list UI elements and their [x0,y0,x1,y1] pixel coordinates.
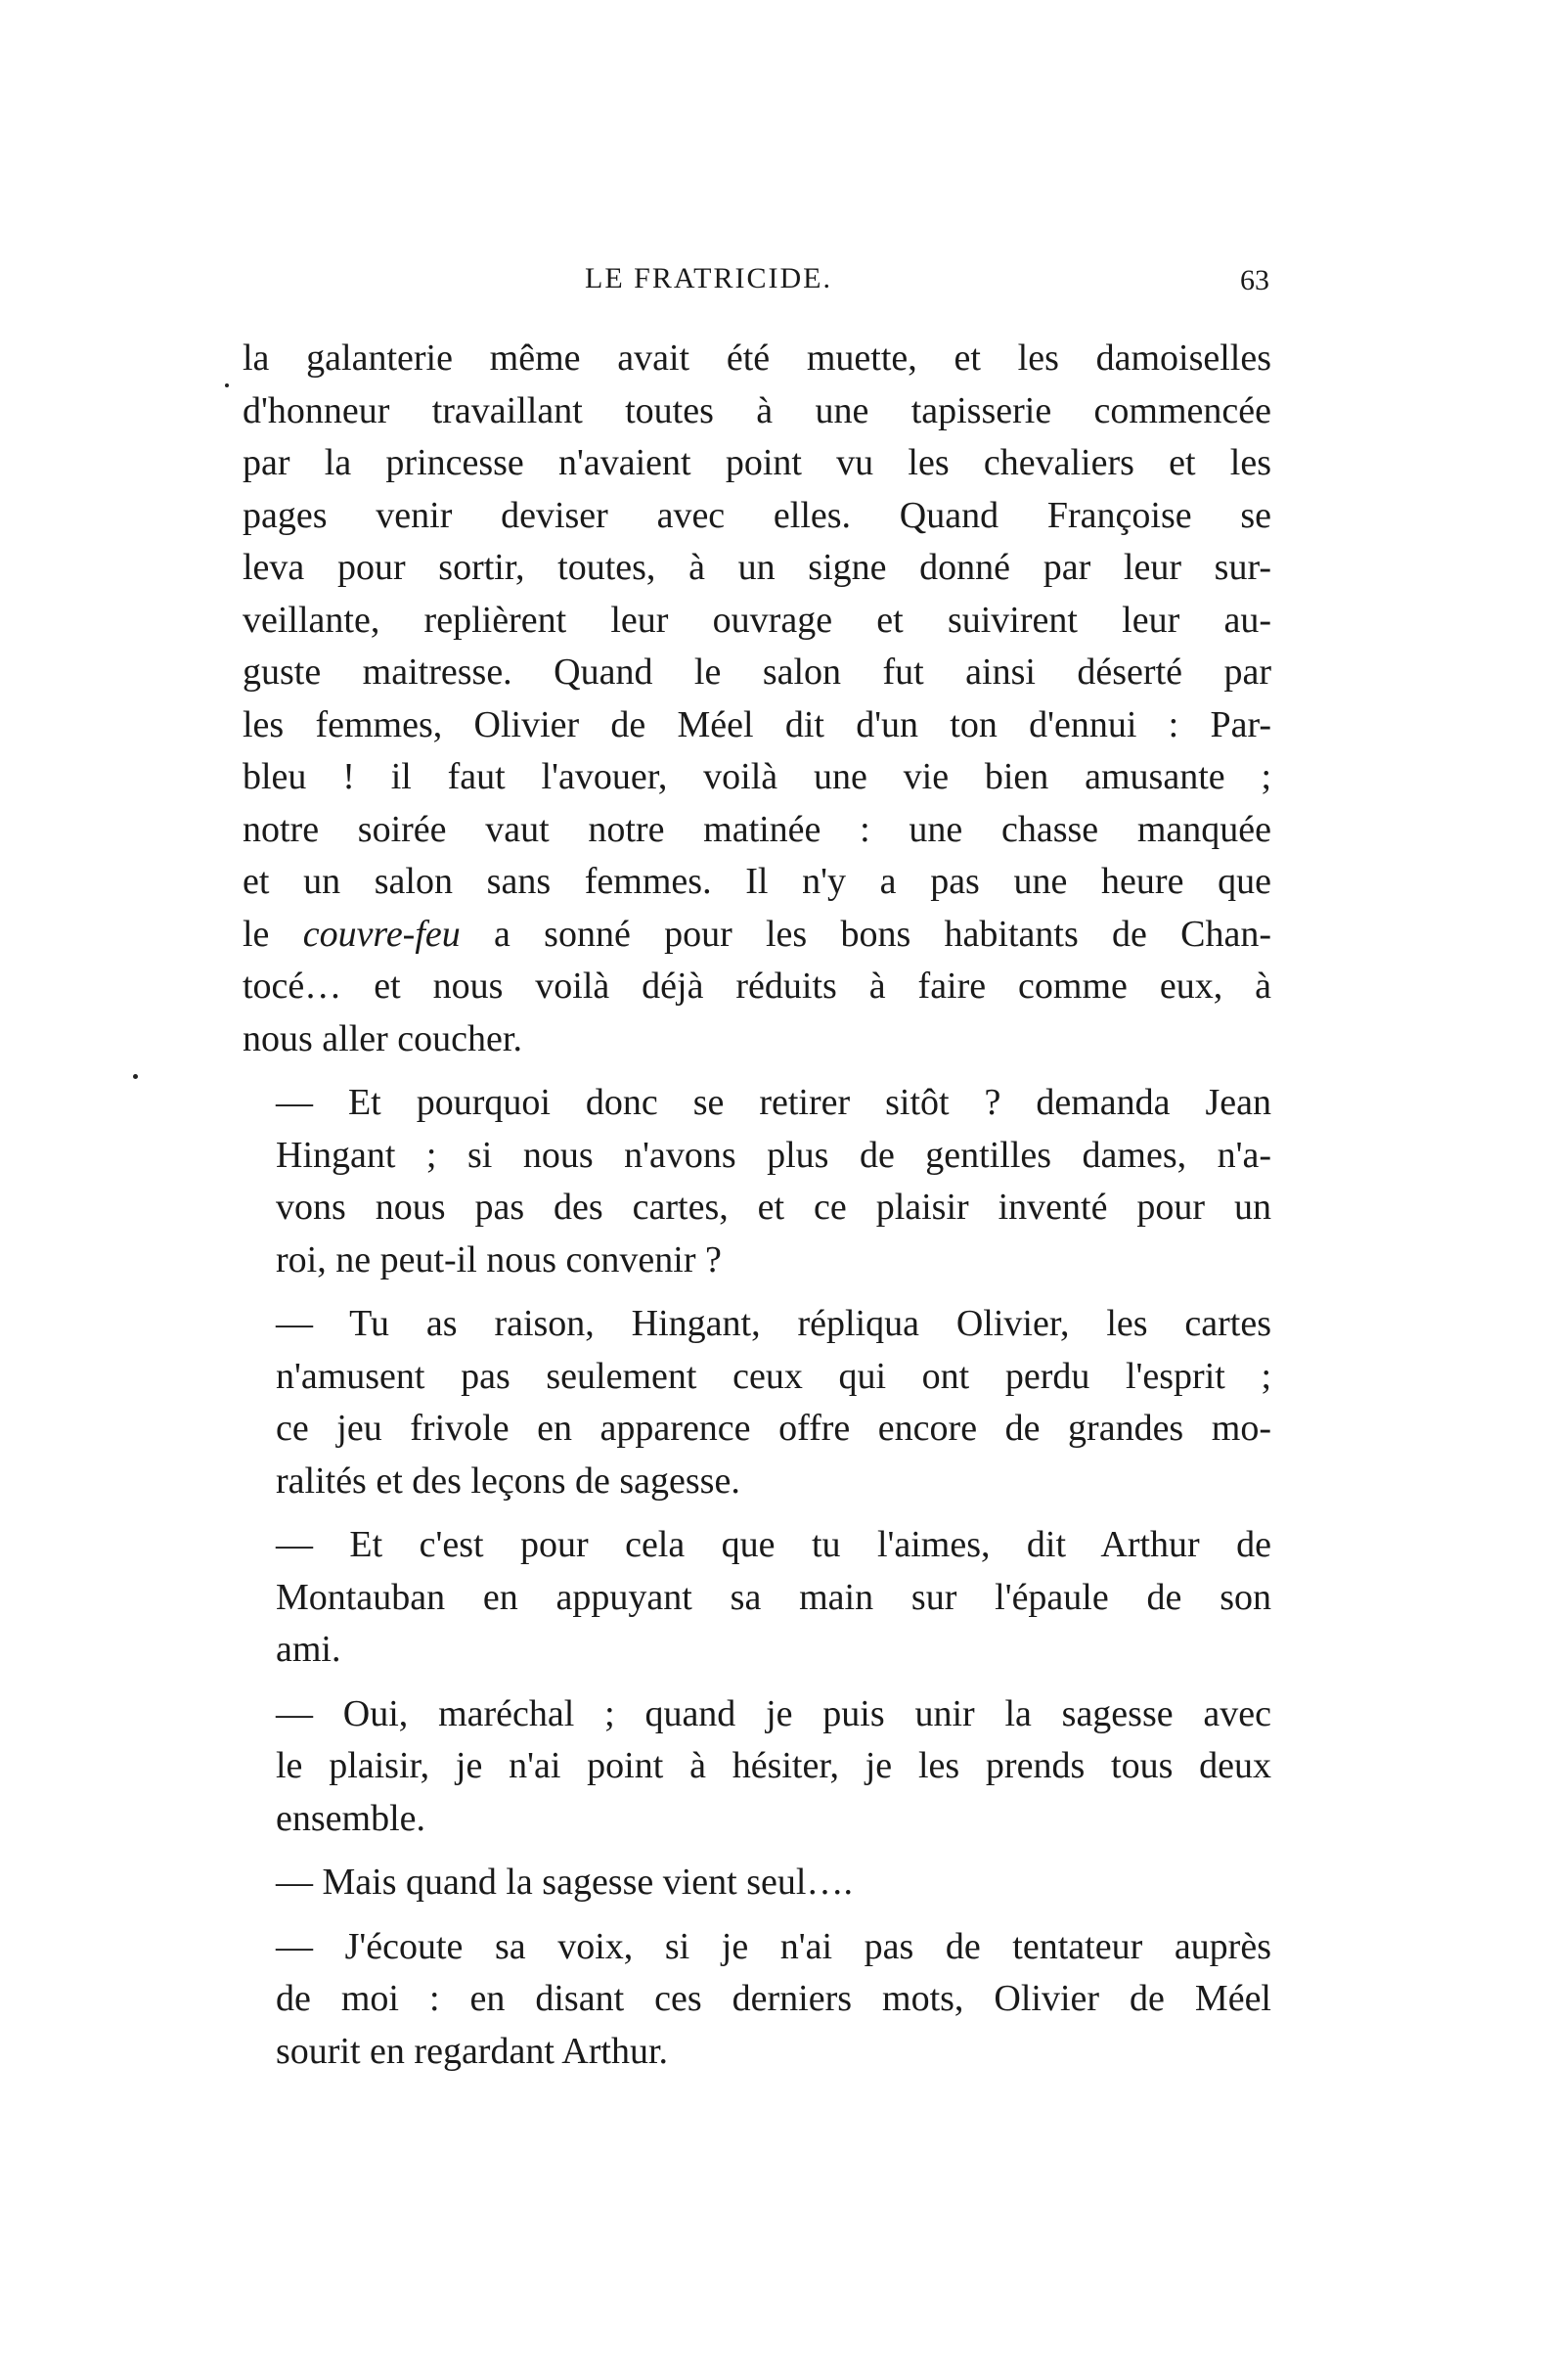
text-line: d'honneur travaillant toutes à une tapisserie commencée [243,389,1271,431]
italic-term: couvre-feu [302,913,461,955]
text-segment: a sonné pour les bons habitants de Chan- [460,913,1271,955]
text-line: — Et c'est pour cela que tu l'aimes, dit Arthur de [276,1524,1271,1565]
text-line: le plaisir, je n'ai point à hésiter, je les prends tous deux [276,1745,1271,1786]
text-line: — Tu as raison, Hingant, répliqua Olivier, les cartes [276,1303,1271,1344]
text-line: Hingant ; si nous n'avons plus de gentilles dames, n'a- [276,1134,1271,1176]
paragraph-6 [243,1857,1271,1909]
text-line: de moi : en disant ces derniers mots, Olivier de Méel [276,1978,1271,2019]
ink-speck [225,383,229,387]
text-line: ami. [276,1629,341,1670]
text-line: guste maitresse. Quand le salon fut ainsi déserté par [243,651,1271,693]
text-line: n'amusent pas seulement ceux qui ont perdu l'esprit ; [276,1355,1271,1397]
text-line: ce jeu frivole en apparence offre encore de grandes mo- [276,1408,1271,1449]
text-line: vons nous pas des cartes, et ce plaisir inventé pour un [276,1187,1271,1228]
text-line: — Oui, maréchal ; quand je puis unir la sagesse avec [276,1692,1271,1734]
text-line: ensemble. [276,1797,426,1839]
text-line: ralités et des leçons de sagesse. [276,1459,740,1502]
text-segment: le [243,913,303,955]
text-line: par la princesse n'avaient point vu les chevaliers et les [243,442,1271,483]
text-line: pages venir deviser avec elles. Quand Françoise se [243,494,1271,536]
body-text [243,333,1271,2078]
paragraph-3 [243,1298,1271,1507]
paragraph-2 [243,1077,1271,1286]
text-line: roi, ne peut-il nous convenir ? [276,1238,722,1280]
ink-speck [133,1074,138,1079]
text-line: — Et pourquoi donc se retirer sitôt ? demanda Jean [276,1082,1271,1123]
text-line: sourit en regardant Arthur. [276,2030,669,2072]
paragraph-7 [243,1921,1271,2079]
text-line: et un salon sans femmes. Il n'y a pas une heure que [243,861,1271,902]
running-head [0,262,1553,301]
text-line: les femmes, Olivier de Méel dit d'un ton d'ennui : Par- [243,703,1271,745]
text-line: nous aller coucher. [243,1017,522,1059]
text-line: la galanterie même avait été muette, et les damoiselles [243,337,1271,379]
paragraph-5 [243,1688,1271,1846]
text-line: veillante, replièrent leur ouvrage et suivirent leur au- [243,599,1271,641]
text-line: — J'écoute sa voix, si je n'ai pas de tentateur auprès [276,1925,1271,1967]
text-line: tocé… et nous voilà déjà réduits à faire comme eux, à [243,965,1271,1007]
running-title: LE FRATRICIDE. [585,262,832,294]
text-line: bleu ! il faut l'avouer, voilà une vie bien amusante ; [243,756,1271,797]
paragraph-4 [243,1519,1271,1677]
text-line: leva pour sortir, toutes, à un signe donné par leur sur- [243,547,1271,588]
text-line: notre soirée vaut notre matinée : une chasse manquée [243,808,1271,850]
page-number: 63 [1240,264,1269,296]
paragraph-1 [243,333,1271,1065]
text-line: — Mais quand la sagesse vient seul…. [276,1862,853,1903]
text-line: Montauban en appuyant sa main sur l'épaule de son [276,1576,1271,1618]
text-line-with-italic [243,909,1271,962]
